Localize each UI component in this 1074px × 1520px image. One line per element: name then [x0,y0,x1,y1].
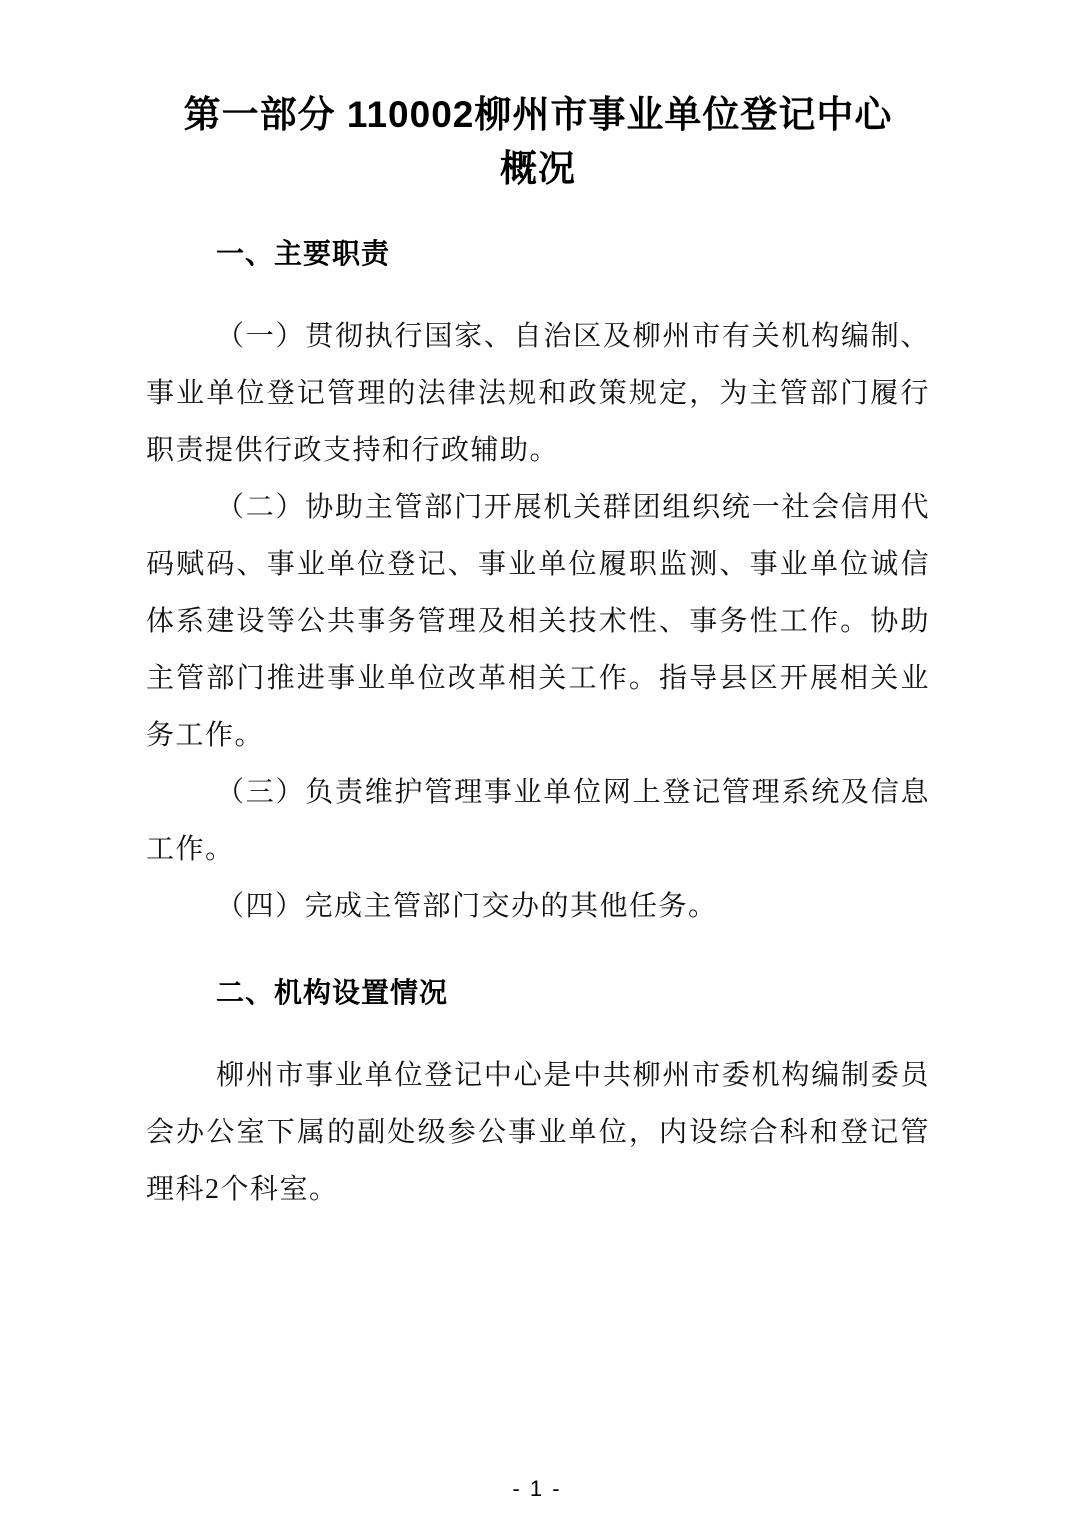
document-title [146,88,930,196]
paragraph-duty-4: （四）完成主管部门交办的其他任务。 [216,891,718,922]
document-title-line-2: 概况 [500,148,576,189]
section-heading-main-duties: 一、主要职责 [216,238,391,269]
paragraph-duty-3: （三）负责维护管理事业单位网上登记管理系统及信息工作。 [146,777,930,865]
section-heading-organization-setup: 二、机构设置情况 [216,977,449,1008]
paragraph-organization-1: 柳州市事业单位登记中心是中共柳州市委机构编制委员会办公室下属的副处级参公事业单位，内设综合科和登记管理科2个科室。 [146,1060,930,1205]
document-title-line-1: 第一部分 110002柳州市事业单位登记中心 [183,94,893,135]
paragraph-duty-1: （一）贯彻执行国家、自治区及柳州市有关机构编制、事业单位登记管理的法律法规和政策规定，为主管部门履行职责提供行政支持和行政辅助。 [146,321,930,466]
page-number: - 1 - [512,1476,562,1501]
paragraph-duty-2: （二）协助主管部门开展机关群团组织统一社会信用代码赋码、事业单位登记、事业单位履职监测、事业单位诚信体系建设等公共事务管理及相关技术性、事务性工作。协助主管部门推进事业单位改革相关工作。指导县区开展相关业务工作。 [146,492,930,751]
